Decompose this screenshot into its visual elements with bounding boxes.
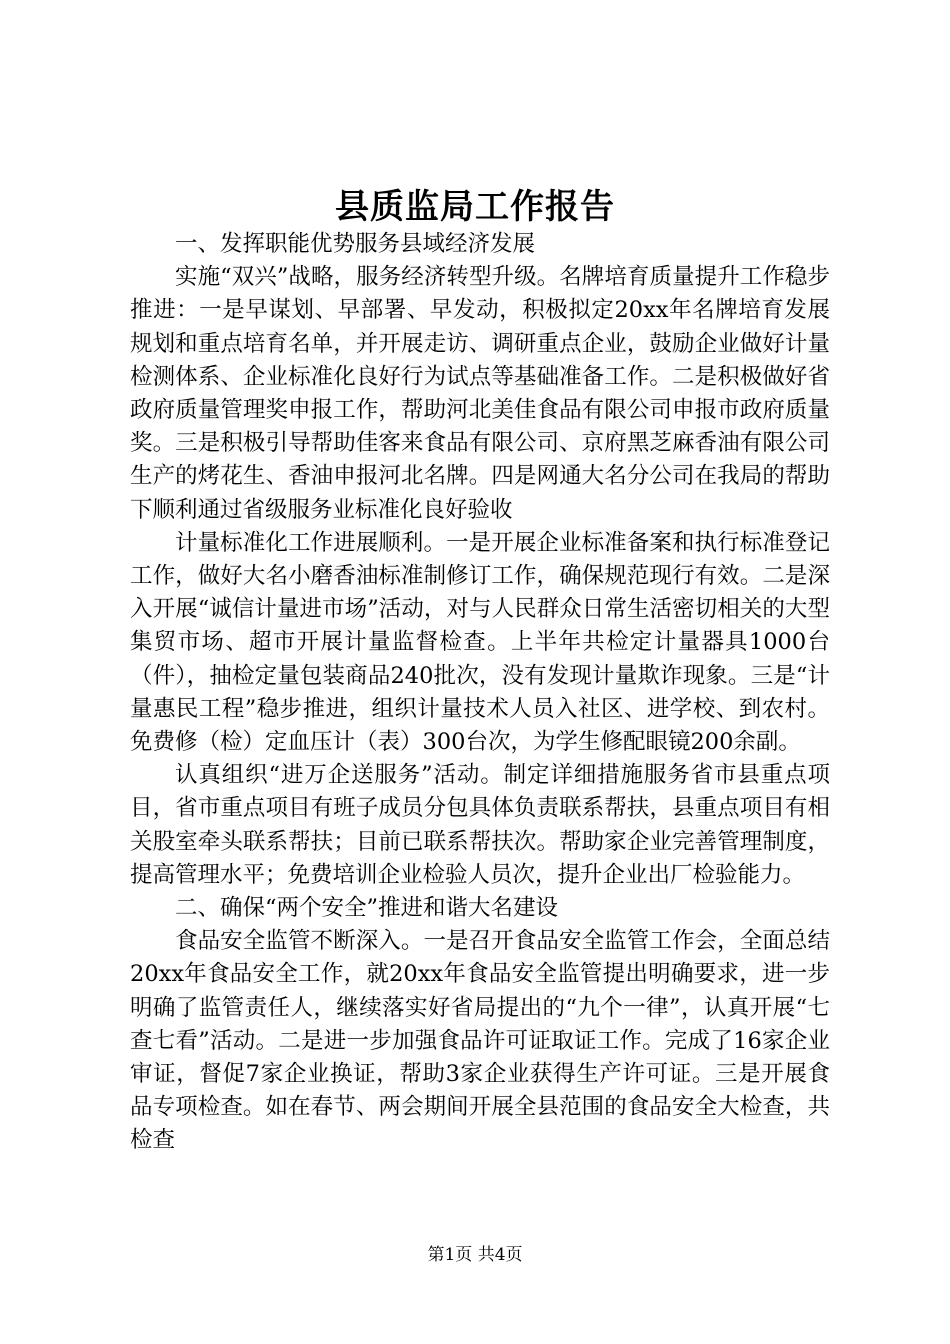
document-title: 县质监局工作报告 bbox=[335, 187, 615, 227]
document-body bbox=[130, 228, 830, 1158]
section-heading: 一、发挥职能优势服务县域经济发展 bbox=[175, 231, 536, 257]
page-footer: 第1页 共4页 bbox=[427, 1245, 523, 1265]
body-paragraph: 计量标准化工作进展顺利。一是开展企业标准备案和执行标准登记工作，做好大名小磨香油标准制修订工作，确保规范现行有效。二是深入开展“诚信计量进市场”活动，对与人民群众日常生活密切相关的大型集贸市场、超市开展计量监督检查。上半年共检定计量器具1000台（件），抽检定量包装商品240批次，没有发现计量欺诈现象。三是“计量惠民工程”稳步推进，组织计量技术人员入社区、进学校、到农村。免费修（检）定血压计（表）300台次，为学生修配眼镜200余副。 bbox=[130, 529, 830, 756]
body-paragraph: 认真组织“进万企送服务”活动。制定详细措施服务省市县重点项目，省市重点项目有班子成员分包具体负责联系帮扶，县重点项目有相关股室牵头联系帮扶；目前已联系帮扶次。帮助家企业完善管理制度，提高管理水平；免费培训企业检验人员次，提升企业出厂检验能力。 bbox=[130, 762, 830, 888]
section-heading: 二、确保“两个安全”推进和谐大名建设 bbox=[175, 895, 559, 922]
body-paragraph: 实施“双兴”战略，服务经济转型升级。名牌培育质量提升工作稳步推进：一是早谋划、早部署、早发动，积极拟定20xx年名牌培育发展规划和重点培育名单，并开展走访、调研重点企业，鼓励企业做好计量检测体系、企业标准化良好行为试点等基础准备工作。二是积极做好省政府质量管理奖申报工作，帮助河北美佳食品有限公司申报市政府质量奖。三是积极引导帮助佳客来食品有限公司、京府黑芝麻香油有限公司生产的烤花生、香油申报河北名牌。四是网通大名分公司在我局的帮助下顺利通过省级服务业标准化良好验收 bbox=[130, 264, 830, 523]
body-paragraph: 食品安全监管不断深入。一是召开食品安全监管工作会，全面总结20xx年食品安全工作，就20xx年食品安全监管提出明确要求，进一步明确了监管责任人，继续落实好省局提出的“九个一律”，认真开展“七查七看”活动。二是进一步加强食品许可证取证工作。完成了16家企业审证，督促7家企业换证，帮助3家企业获得生产许可证。三是开展食品专项检查。如在春节、两会期间开展全县范围的食品安全大检查，共检查 bbox=[130, 928, 830, 1154]
